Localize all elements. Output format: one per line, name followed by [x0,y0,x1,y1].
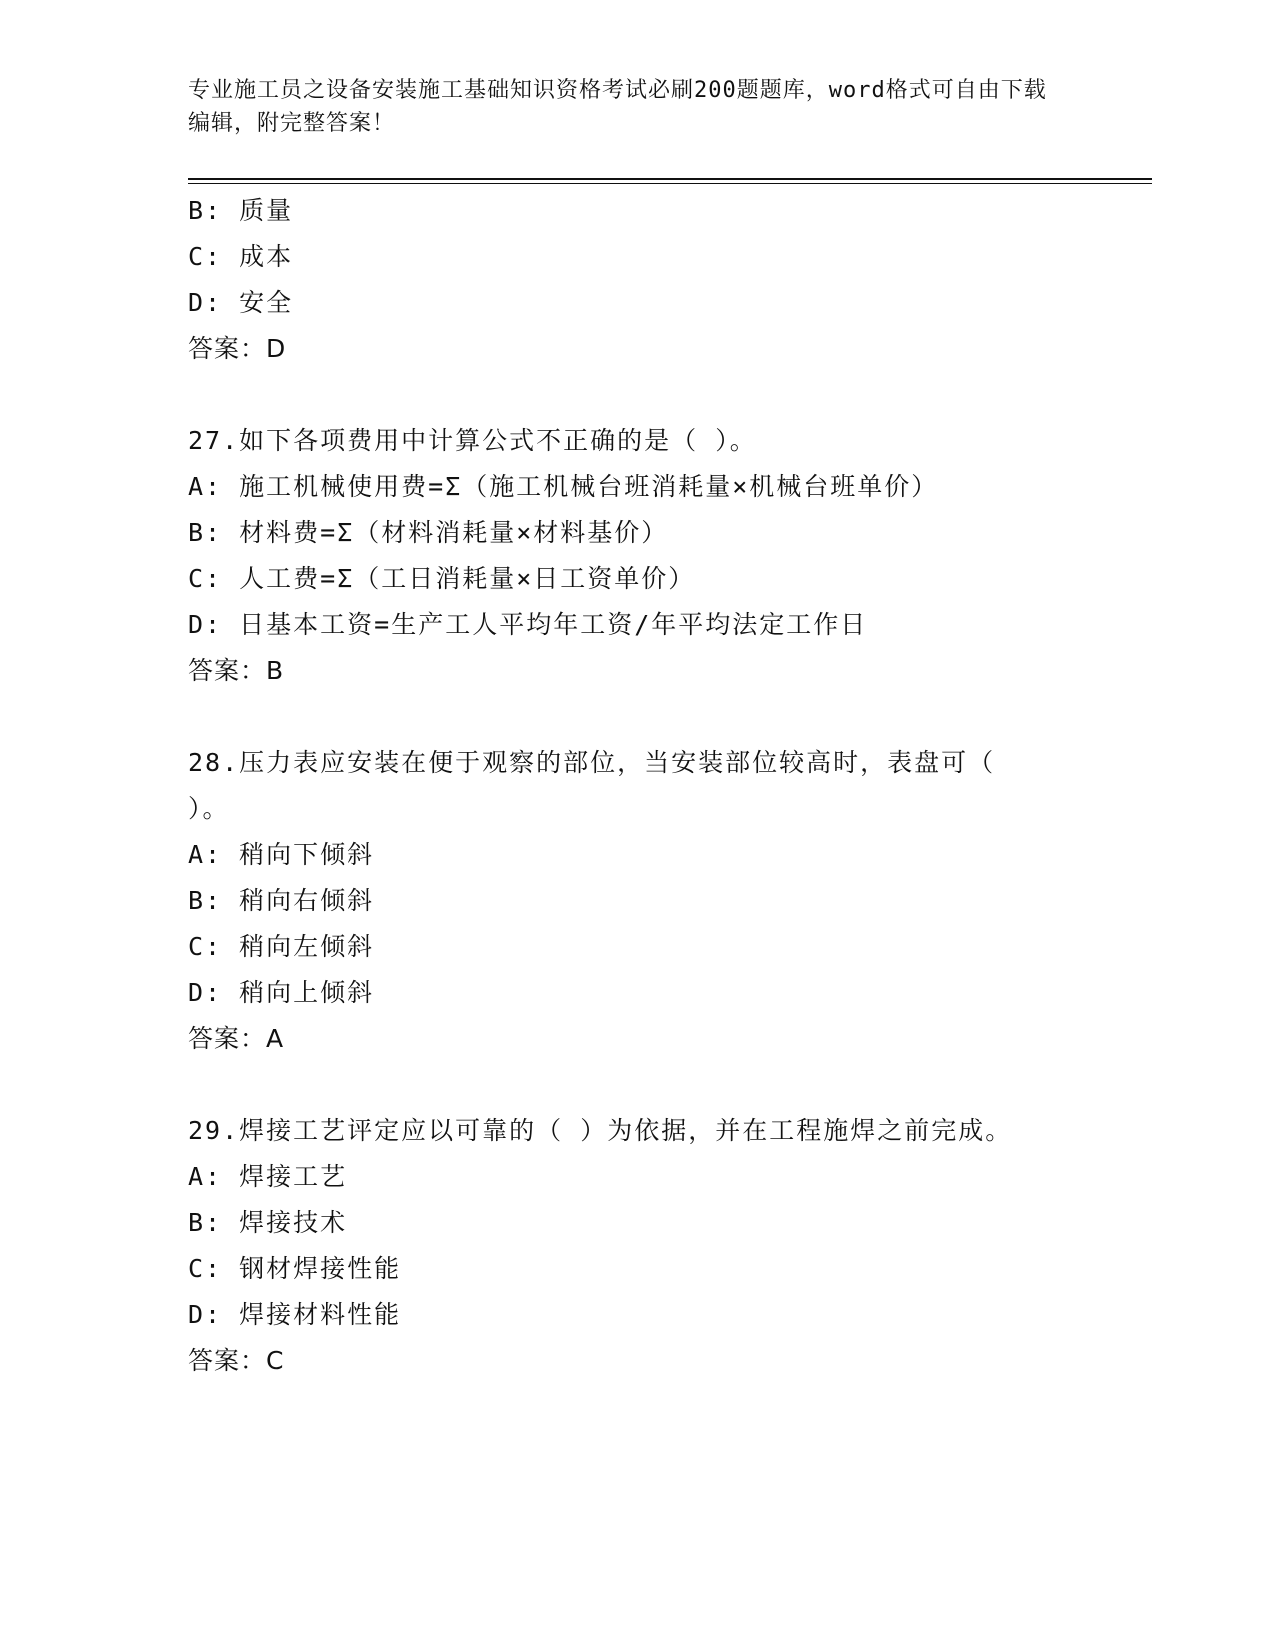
answer-line: 答案：D [188,334,287,363]
option-d: D: 焊接材料性能 [188,1300,402,1329]
option-c: C: 人工费=Σ（工日消耗量×日工资单价） [188,564,696,593]
spacer [188,1062,1088,1108]
document-header: 专业施工员之设备安装施工基础知识资格考试必刷200题题库，word格式可自由下载编辑，附完整答案！ [188,78,1047,136]
answer-line: 答案：A [188,1024,285,1053]
option-d: D: 日基本工资=生产工人平均年工资/年平均法定工作日 [188,610,868,639]
option-b: B: 焊接技术 [188,1208,348,1237]
header-rule-thick [188,178,1152,180]
header-rule-thin [188,183,1152,184]
question-28 [188,740,1088,1062]
carryover-options [188,188,1088,372]
question-27 [188,418,1088,694]
answer-line: 答案：B [188,656,285,685]
option-d: D: 稍向上倾斜 [188,978,375,1007]
spacer [188,372,1088,418]
page-content [188,188,1088,1384]
question-text: 27.如下各项费用中计算公式不正确的是（ ）。 [188,426,757,455]
option-c: C: 稍向左倾斜 [188,932,375,961]
question-29 [188,1108,1088,1384]
option-a: A: 施工机械使用费=Σ（施工机械台班消耗量×机械台班单价） [188,472,939,501]
option-b: B: 稍向右倾斜 [188,886,375,915]
option-b: B: 材料费=Σ（材料消耗量×材料基价） [188,518,669,547]
option-c: C: 钢材焊接性能 [188,1254,402,1283]
spacer [188,694,1088,740]
option-a: A: 稍向下倾斜 [188,840,375,869]
question-text: 28.压力表应安装在便于观察的部位，当安装部位较高时，表盘可（ ）。 [188,748,996,823]
option-b: B: 质量 [188,196,294,225]
question-text: 29.焊接工艺评定应以可靠的（ ）为依据，并在工程施焊之前完成。 [188,1116,1013,1145]
option-d: D: 安全 [188,288,294,317]
answer-line: 答案：C [188,1346,285,1375]
option-a: A: 焊接工艺 [188,1162,348,1191]
option-c: C: 成本 [188,242,294,271]
